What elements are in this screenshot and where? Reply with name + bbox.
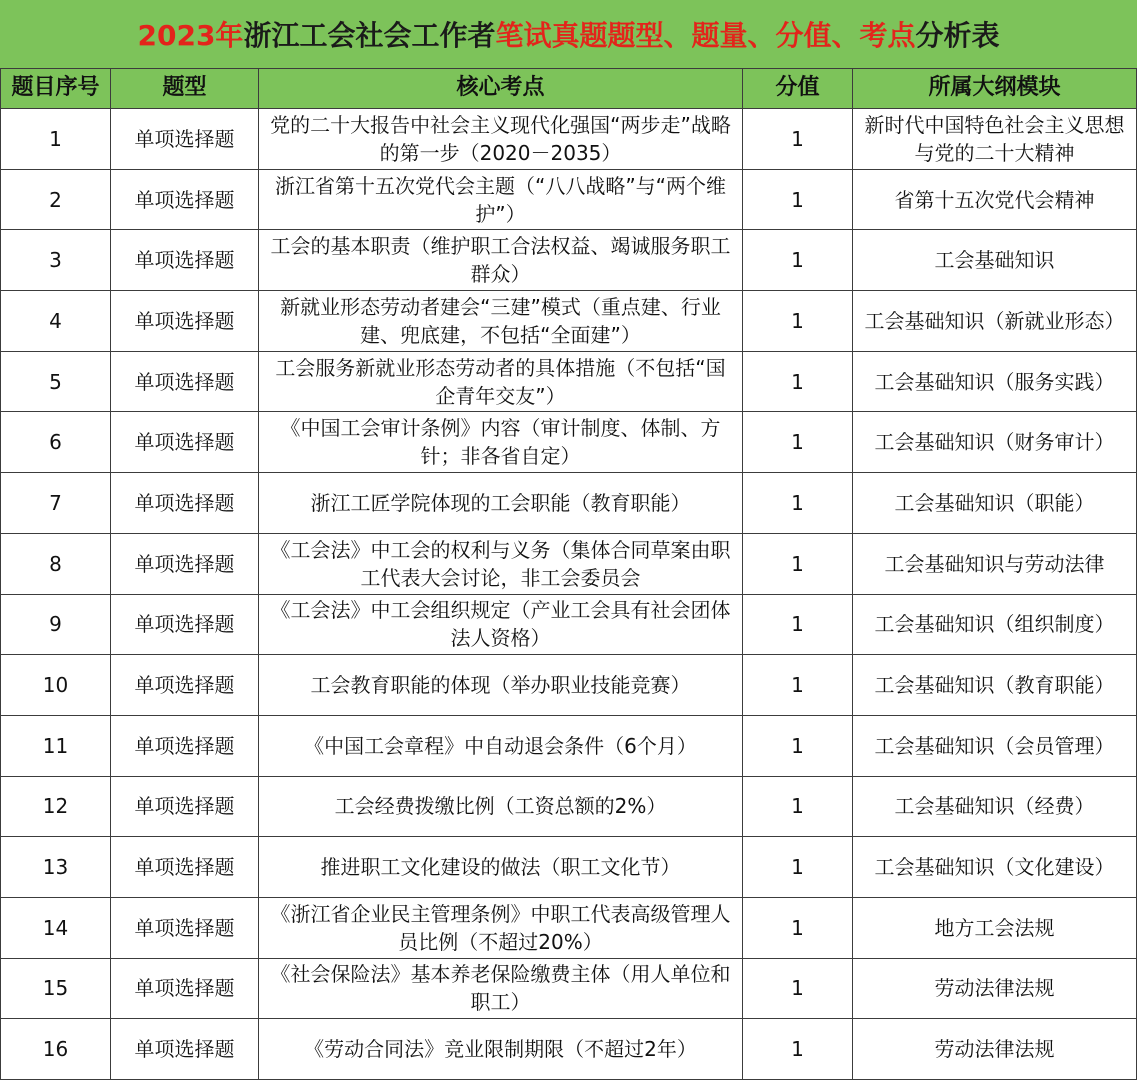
question-type-cell: 单项选择题 <box>111 534 258 594</box>
score-cell: 1 <box>743 170 852 230</box>
syllabus-module-cell: 新时代中国特色社会主义思想与党的二十大精神 <box>853 109 1136 169</box>
syllabus-module-cell: 工会基础知识（会员管理） <box>853 716 1136 776</box>
syllabus-module-cell: 工会基础知识（服务实践） <box>853 352 1136 412</box>
question-number-cell: 4 <box>1 291 110 351</box>
title-segment-subject: 浙江工会社会工作者 <box>243 19 496 52</box>
syllabus-module-cell: 劳动法律法规 <box>853 959 1136 1019</box>
core-point-cell: 《工会法》中工会的权利与义务（集体合同草案由职工代表大会讨论，非工会委员会 <box>259 534 742 594</box>
question-number-cell: 3 <box>1 230 110 290</box>
core-point-cell: 工会服务新就业形态劳动者的具体措施（不包括“国企青年交友”） <box>259 352 742 412</box>
question-type-cell: 单项选择题 <box>111 291 258 351</box>
question-number-cell: 10 <box>1 655 110 715</box>
syllabus-module-cell: 工会基础知识（职能） <box>853 473 1136 533</box>
analysis-table <box>0 68 1137 1080</box>
score-cell: 1 <box>743 777 852 837</box>
syllabus-module-cell: 工会基础知识（经费） <box>853 777 1136 837</box>
score-cell: 1 <box>743 655 852 715</box>
question-type-cell: 单项选择题 <box>111 412 258 472</box>
question-number-cell: 2 <box>1 170 110 230</box>
score-cell: 1 <box>743 473 852 533</box>
syllabus-module-cell: 省第十五次党代会精神 <box>853 170 1136 230</box>
syllabus-module-cell: 工会基础知识与劳动法律 <box>853 534 1136 594</box>
score-cell: 1 <box>743 898 852 958</box>
score-cell: 1 <box>743 837 852 897</box>
question-type-cell: 单项选择题 <box>111 473 258 533</box>
core-point-cell: 《社会保险法》基本养老保险缴费主体（用人单位和职工） <box>259 959 742 1019</box>
question-type-cell: 单项选择题 <box>111 1019 258 1079</box>
question-type-cell: 单项选择题 <box>111 898 258 958</box>
question-type-cell: 单项选择题 <box>111 716 258 776</box>
question-number-cell: 14 <box>1 898 110 958</box>
core-point-cell: 浙江工匠学院体现的工会职能（教育职能） <box>259 473 742 533</box>
title-segment-suffix: 分析表 <box>915 19 1000 52</box>
syllabus-module-cell: 工会基础知识（新就业形态） <box>853 291 1136 351</box>
header-core-point: 核心考点 <box>259 69 742 108</box>
question-type-cell: 单项选择题 <box>111 170 258 230</box>
question-type-cell: 单项选择题 <box>111 352 258 412</box>
core-point-cell: 《工会法》中工会组织规定（产业工会具有社会团体法人资格） <box>259 595 742 655</box>
title-segment-highlight: 笔试真题题型、题量、分值、考点 <box>495 19 916 52</box>
question-type-cell: 单项选择题 <box>111 837 258 897</box>
syllabus-module-cell: 工会基础知识（教育职能） <box>853 655 1136 715</box>
score-cell: 1 <box>743 291 852 351</box>
score-cell: 1 <box>743 716 852 776</box>
score-cell: 1 <box>743 595 852 655</box>
syllabus-module-cell: 工会基础知识 <box>853 230 1136 290</box>
page-title <box>0 0 1137 68</box>
question-type-cell: 单项选择题 <box>111 959 258 1019</box>
core-point-cell: 工会经费拨缴比例（工资总额的2%） <box>259 777 742 837</box>
core-point-cell: 浙江省第十五次党代会主题（“八八战略”与“两个维护”） <box>259 170 742 230</box>
question-number-cell: 16 <box>1 1019 110 1079</box>
question-number-cell: 8 <box>1 534 110 594</box>
header-question-type: 题型 <box>111 69 258 108</box>
title-segment-year: 2023年 <box>137 19 244 52</box>
syllabus-module-cell: 地方工会法规 <box>853 898 1136 958</box>
question-type-cell: 单项选择题 <box>111 777 258 837</box>
score-cell: 1 <box>743 412 852 472</box>
question-number-cell: 13 <box>1 837 110 897</box>
core-point-cell: 《中国工会审计条例》内容（审计制度、体制、方针；非各省自定） <box>259 412 742 472</box>
score-cell: 1 <box>743 109 852 169</box>
header-syllabus-module: 所属大纲模块 <box>853 69 1136 108</box>
syllabus-module-cell: 工会基础知识（财务审计） <box>853 412 1136 472</box>
score-cell: 1 <box>743 1019 852 1079</box>
core-point-cell: 《劳动合同法》竞业限制期限（不超过2年） <box>259 1019 742 1079</box>
core-point-cell: 新就业形态劳动者建会“三建”模式（重点建、行业建、兜底建，不包括“全面建”） <box>259 291 742 351</box>
core-point-cell: 党的二十大报告中社会主义现代化强国“两步走”战略的第一步（2020－2035） <box>259 109 742 169</box>
question-number-cell: 7 <box>1 473 110 533</box>
core-point-cell: 工会教育职能的体现（举办职业技能竞赛） <box>259 655 742 715</box>
header-question-number: 题目序号 <box>1 69 110 108</box>
question-type-cell: 单项选择题 <box>111 655 258 715</box>
question-number-cell: 6 <box>1 412 110 472</box>
syllabus-module-cell: 劳动法律法规 <box>853 1019 1136 1079</box>
core-point-cell: 工会的基本职责（维护职工合法权益、竭诚服务职工群众） <box>259 230 742 290</box>
core-point-cell: 推进职工文化建设的做法（职工文化节） <box>259 837 742 897</box>
core-point-cell: 《中国工会章程》中自动退会条件（6个月） <box>259 716 742 776</box>
question-type-cell: 单项选择题 <box>111 109 258 169</box>
core-point-cell: 《浙江省企业民主管理条例》中职工代表高级管理人员比例（不超过20%） <box>259 898 742 958</box>
question-type-cell: 单项选择题 <box>111 595 258 655</box>
syllabus-module-cell: 工会基础知识（组织制度） <box>853 595 1136 655</box>
question-number-cell: 5 <box>1 352 110 412</box>
question-number-cell: 11 <box>1 716 110 776</box>
header-score: 分值 <box>743 69 852 108</box>
question-number-cell: 9 <box>1 595 110 655</box>
score-cell: 1 <box>743 352 852 412</box>
score-cell: 1 <box>743 230 852 290</box>
question-type-cell: 单项选择题 <box>111 230 258 290</box>
question-number-cell: 1 <box>1 109 110 169</box>
score-cell: 1 <box>743 959 852 1019</box>
score-cell: 1 <box>743 534 852 594</box>
question-number-cell: 15 <box>1 959 110 1019</box>
question-number-cell: 12 <box>1 777 110 837</box>
syllabus-module-cell: 工会基础知识（文化建设） <box>853 837 1136 897</box>
